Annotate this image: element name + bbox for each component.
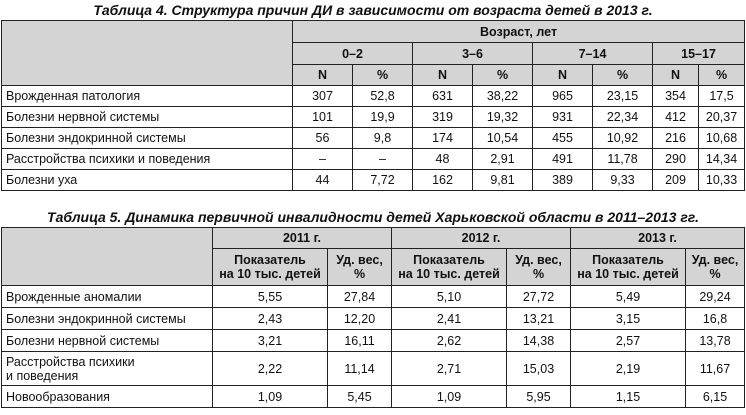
cell: 48	[413, 149, 473, 170]
table5-year: 2013 г.	[571, 228, 745, 249]
cell: 13,21	[507, 308, 571, 330]
cell: 209	[653, 170, 699, 191]
cell: –	[353, 149, 413, 170]
table5-col-share	[507, 249, 571, 286]
cell: 389	[533, 170, 593, 191]
table4-sub-n: N	[653, 65, 699, 86]
row-label	[2, 352, 213, 386]
col-share-line-1: Уд. вес,	[515, 253, 562, 267]
table4-age-group: 0–2	[293, 43, 413, 65]
cell: 5,55	[213, 286, 328, 308]
table4-age-group: 15–17	[653, 43, 745, 65]
col-share-line-2: %	[353, 267, 366, 281]
col-indicator-line-2: на 10 тыс. детей	[398, 267, 500, 281]
cell: 11,14	[328, 352, 392, 386]
cell: 5,45	[328, 386, 392, 408]
cell: 12,20	[328, 308, 392, 330]
cell: 931	[533, 107, 593, 128]
cell: 2,91	[473, 149, 533, 170]
cell: 52,8	[353, 86, 413, 107]
row-label: Врожденная патология	[2, 86, 293, 107]
cell: 319	[413, 107, 473, 128]
table4-sub-n: N	[293, 65, 353, 86]
col-share-line-2: %	[532, 267, 545, 281]
cell: 23,15	[593, 86, 653, 107]
table-row	[2, 330, 745, 352]
table4-sub-pct: %	[699, 65, 745, 86]
cell: 7,72	[353, 170, 413, 191]
cell: 19,32	[473, 107, 533, 128]
cell: 5,49	[571, 286, 686, 308]
table4-sub-pct: %	[353, 65, 413, 86]
cell: 11,78	[593, 149, 653, 170]
cell: 2,71	[392, 352, 507, 386]
cell: 174	[413, 128, 473, 149]
col-indicator-line-1: Показатель	[592, 253, 664, 267]
col-share-line-2: %	[709, 267, 721, 281]
cell: 44	[293, 170, 353, 191]
cell: 38,22	[473, 86, 533, 107]
cell: 5,95	[507, 386, 571, 408]
cell: 9,8	[353, 128, 413, 149]
cell: 1,09	[392, 386, 507, 408]
cell: 455	[533, 128, 593, 149]
cell: 2,22	[213, 352, 328, 386]
row-label: Новообразования	[2, 386, 213, 408]
table5-col-indicator	[392, 249, 507, 286]
cell: 216	[653, 128, 699, 149]
row-label: Болезни эндокринной системы	[2, 308, 213, 330]
cell: 2,62	[392, 330, 507, 352]
cell: 2,41	[392, 308, 507, 330]
table4	[1, 20, 745, 191]
table-row	[2, 286, 745, 308]
cell: 1,15	[571, 386, 686, 408]
cell: 14,34	[699, 149, 745, 170]
cell: 2,19	[571, 352, 686, 386]
cell: 307	[293, 86, 353, 107]
table5-title: Таблица 5. Динамика первичной инвалидности детей Харьковской области в 2011–2013 гг.	[47, 209, 699, 225]
table-row	[2, 386, 745, 408]
cell: 13,78	[686, 330, 745, 352]
cell: 16,8	[686, 308, 745, 330]
table5-year: 2012 г.	[392, 228, 571, 249]
col-share-line-1: Уд. вес,	[336, 253, 383, 267]
table5	[1, 227, 745, 408]
cell: 3,21	[213, 330, 328, 352]
cell: 22,34	[593, 107, 653, 128]
table5-col-indicator	[571, 249, 686, 286]
cell: 29,24	[686, 286, 745, 308]
cell: 17,5	[699, 86, 745, 107]
table-row	[2, 352, 745, 386]
cell: 10,92	[593, 128, 653, 149]
cell: 11,67	[686, 352, 745, 386]
col-indicator-line-1: Показатель	[413, 253, 485, 267]
row-label: Болезни эндокринной системы	[2, 128, 293, 149]
cell: 9,33	[593, 170, 653, 191]
cell: 1,09	[213, 386, 328, 408]
table4-age-group: 3–6	[413, 43, 533, 65]
cell: 56	[293, 128, 353, 149]
col-indicator-line-2: на 10 тыс. детей	[219, 267, 321, 281]
table4-title: Таблица 4. Структура причин ДИ в зависимости от возраста детей в 2013 г.	[93, 2, 653, 18]
cell: 10,33	[699, 170, 745, 191]
table5-col-share	[328, 249, 392, 286]
table4-corner	[2, 21, 293, 86]
cell: 27,72	[507, 286, 571, 308]
table4-sub-pct: %	[593, 65, 653, 86]
cell: 14,38	[507, 330, 571, 352]
cell: 965	[533, 86, 593, 107]
cell: 2,43	[213, 308, 328, 330]
cell: 20,37	[699, 107, 745, 128]
row-label: Болезни нервной системы	[2, 107, 293, 128]
row-label: Расстройства психики и поведения	[2, 149, 293, 170]
cell: 9,81	[473, 170, 533, 191]
row-label: Болезни нервной системы	[2, 330, 213, 352]
table5-col-indicator	[213, 249, 328, 286]
cell: 101	[293, 107, 353, 128]
row-label: Врожденные аномалии	[2, 286, 213, 308]
cell: 491	[533, 149, 593, 170]
cell: 27,84	[328, 286, 392, 308]
table-row	[2, 308, 745, 330]
col-indicator-line-1: Показатель	[234, 253, 306, 267]
col-indicator-line-2: на 10 тыс. детей	[577, 267, 679, 281]
table-row	[2, 149, 745, 170]
cell: 10,54	[473, 128, 533, 149]
row-label-line-2: и поведения	[6, 368, 79, 383]
table4-age-header: Возраст, лет	[293, 21, 745, 43]
cell: 290	[653, 149, 699, 170]
table4-age-group: 7–14	[533, 43, 653, 65]
col-share-line-1: Уд. вес,	[691, 253, 739, 267]
row-label: Болезни уха	[2, 170, 293, 191]
table-row	[2, 170, 745, 191]
table-row	[2, 86, 745, 107]
cell: –	[293, 149, 353, 170]
cell: 15,03	[507, 352, 571, 386]
cell: 162	[413, 170, 473, 191]
table4-sub-n: N	[413, 65, 473, 86]
table4-sub-n: N	[533, 65, 593, 86]
cell: 412	[653, 107, 699, 128]
cell: 19,9	[353, 107, 413, 128]
table-row	[2, 107, 745, 128]
cell: 3,15	[571, 308, 686, 330]
table-row	[2, 128, 745, 149]
row-label-line-1: Расстройства психики	[6, 354, 135, 369]
cell: 354	[653, 86, 699, 107]
cell: 6,15	[686, 386, 745, 408]
table4-sub-pct: %	[473, 65, 533, 86]
cell: 631	[413, 86, 473, 107]
table5-col-share	[686, 249, 745, 286]
cell: 5,10	[392, 286, 507, 308]
cell: 10,68	[699, 128, 745, 149]
cell: 16,11	[328, 330, 392, 352]
cell: 2,57	[571, 330, 686, 352]
table5-year: 2011 г.	[213, 228, 392, 249]
table5-corner	[2, 228, 213, 286]
